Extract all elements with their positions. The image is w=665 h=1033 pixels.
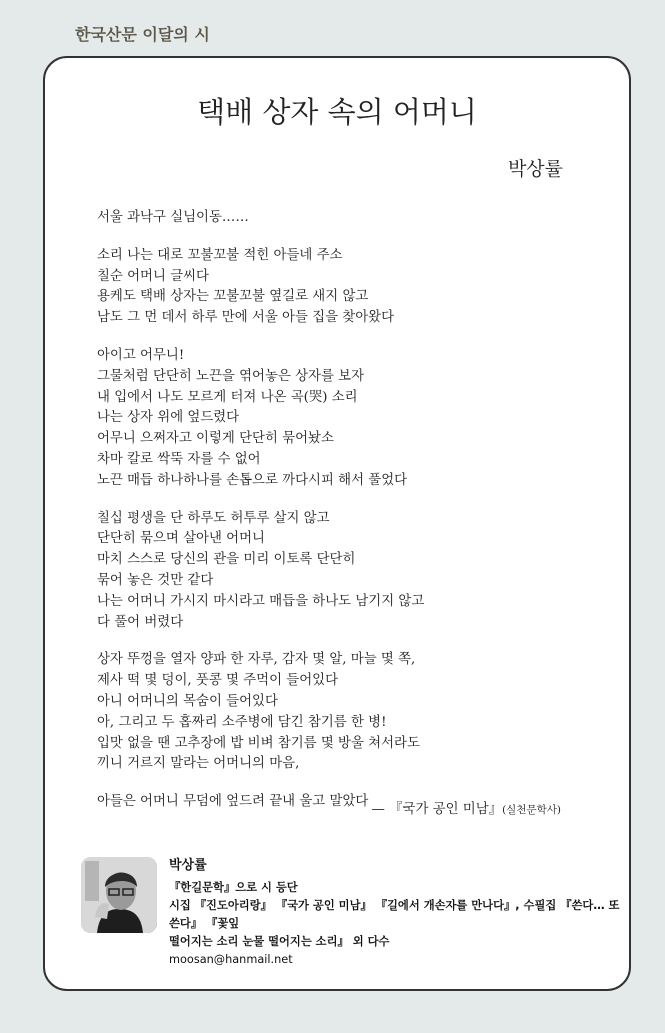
poem-line: 차마 칼로 싹뚝 자를 수 없어 bbox=[97, 451, 261, 467]
poem-line: 용케도 택배 상자는 꼬불꼬불 옆길로 새지 않고 bbox=[97, 289, 369, 305]
poem-line: 나는 어머니 가시지 마시라고 매듭을 하나도 남기지 않고 bbox=[97, 593, 425, 609]
poem-line: 입맛 없을 땐 고추장에 밥 비벼 참기름 몇 방울 쳐서라도 bbox=[97, 735, 420, 751]
poem-line: 묶어 놓은 것만 같다 bbox=[97, 572, 214, 588]
poem-line: 아, 그리고 두 홉짜리 소주병에 담긴 참기름 한 병! bbox=[97, 714, 387, 730]
stanza bbox=[97, 509, 424, 634]
poem-line: 소리 나는 대로 꼬불꼬불 적힌 아들네 주소 bbox=[97, 247, 343, 263]
bio-name: 박상률 bbox=[169, 858, 207, 873]
poem-line: 상자 뚜껑을 열자 양파 한 자루, 감자 몇 알, 마늘 몇 쪽, bbox=[97, 652, 416, 668]
poem-title: 택배 상자 속의 어머니 bbox=[197, 95, 477, 129]
stanza bbox=[97, 650, 424, 775]
stanza bbox=[97, 346, 424, 492]
bio-debut: 『한길문학』으로 시 등단 bbox=[169, 881, 298, 894]
poem-line: 끼니 거르지 말라는 어머니의 마음, bbox=[97, 756, 300, 772]
poem-body bbox=[97, 208, 424, 830]
poem-line: 마치 스스로 당신의 관을 미리 이토록 단단히 bbox=[97, 552, 356, 568]
author-bio bbox=[169, 857, 629, 969]
bio-works-line-2: 떨어지는 소리 눈물 떨어지는 소리』 외 다수 bbox=[169, 935, 390, 948]
poem-line: 남도 그 먼 데서 하루 만에 서울 아들 집을 찾아왔다 bbox=[97, 310, 395, 326]
poem-line: 서울 과낙구 실님이동…… bbox=[97, 210, 249, 225]
bio-email[interactable]: moosan@hanmail.net bbox=[169, 953, 293, 966]
poem-line: 단단히 묶으며 살아낸 어머니 bbox=[97, 531, 265, 547]
poem-line: 그물처럼 단단히 노끈을 엮어놓은 상자를 보자 bbox=[97, 368, 365, 384]
poem-line: 칠순 어머니 글씨다 bbox=[97, 268, 209, 284]
poem-line: 칠십 평생을 단 하루도 허투루 살지 않고 bbox=[97, 510, 330, 526]
poem-line: 아니 어머니의 목숨이 들어있다 bbox=[97, 693, 278, 709]
stanza bbox=[97, 208, 424, 229]
author-photo bbox=[81, 857, 157, 933]
poem-author: 박상률 bbox=[507, 158, 563, 180]
poem-line: 제사 떡 몇 덩이, 풋콩 몇 주먹이 들어있다 bbox=[97, 673, 339, 689]
poem-source bbox=[372, 798, 561, 817]
poem-line: 나는 상자 위에 엎드렸다 bbox=[97, 410, 240, 426]
poem-line: 아이고 어무니! bbox=[97, 347, 185, 363]
poem-card bbox=[43, 56, 631, 991]
poem-line: 내 입에서 나도 모르게 터져 나온 곡(哭) 소리 bbox=[97, 389, 358, 405]
poem-line: 노끈 매듭 하나하나를 손톱으로 까다시피 해서 풀었다 bbox=[97, 472, 408, 488]
poem-line: 다 풀어 버렸다 bbox=[97, 614, 184, 630]
poem-line: 아들은 어머니 무덤에 엎드려 끝내 울고 말았다 bbox=[97, 794, 369, 810]
bio-works-line-1: 시집 『진도아리랑』 『국가 공인 미남』 『길에서 개손자를 만나다』, 수필집 『쓴다… 또 쓴다』 『꽃잎 bbox=[169, 899, 620, 930]
stanza bbox=[97, 246, 424, 329]
section-header: 한국산문 이달의 시 bbox=[75, 25, 210, 44]
source-publisher: (실천문학사) bbox=[502, 804, 561, 816]
source-book: — 『국가 공인 미남』 bbox=[371, 802, 503, 817]
poem-line: 어무니 으쩌자고 이렇게 단단히 묶어놨소 bbox=[97, 431, 334, 447]
